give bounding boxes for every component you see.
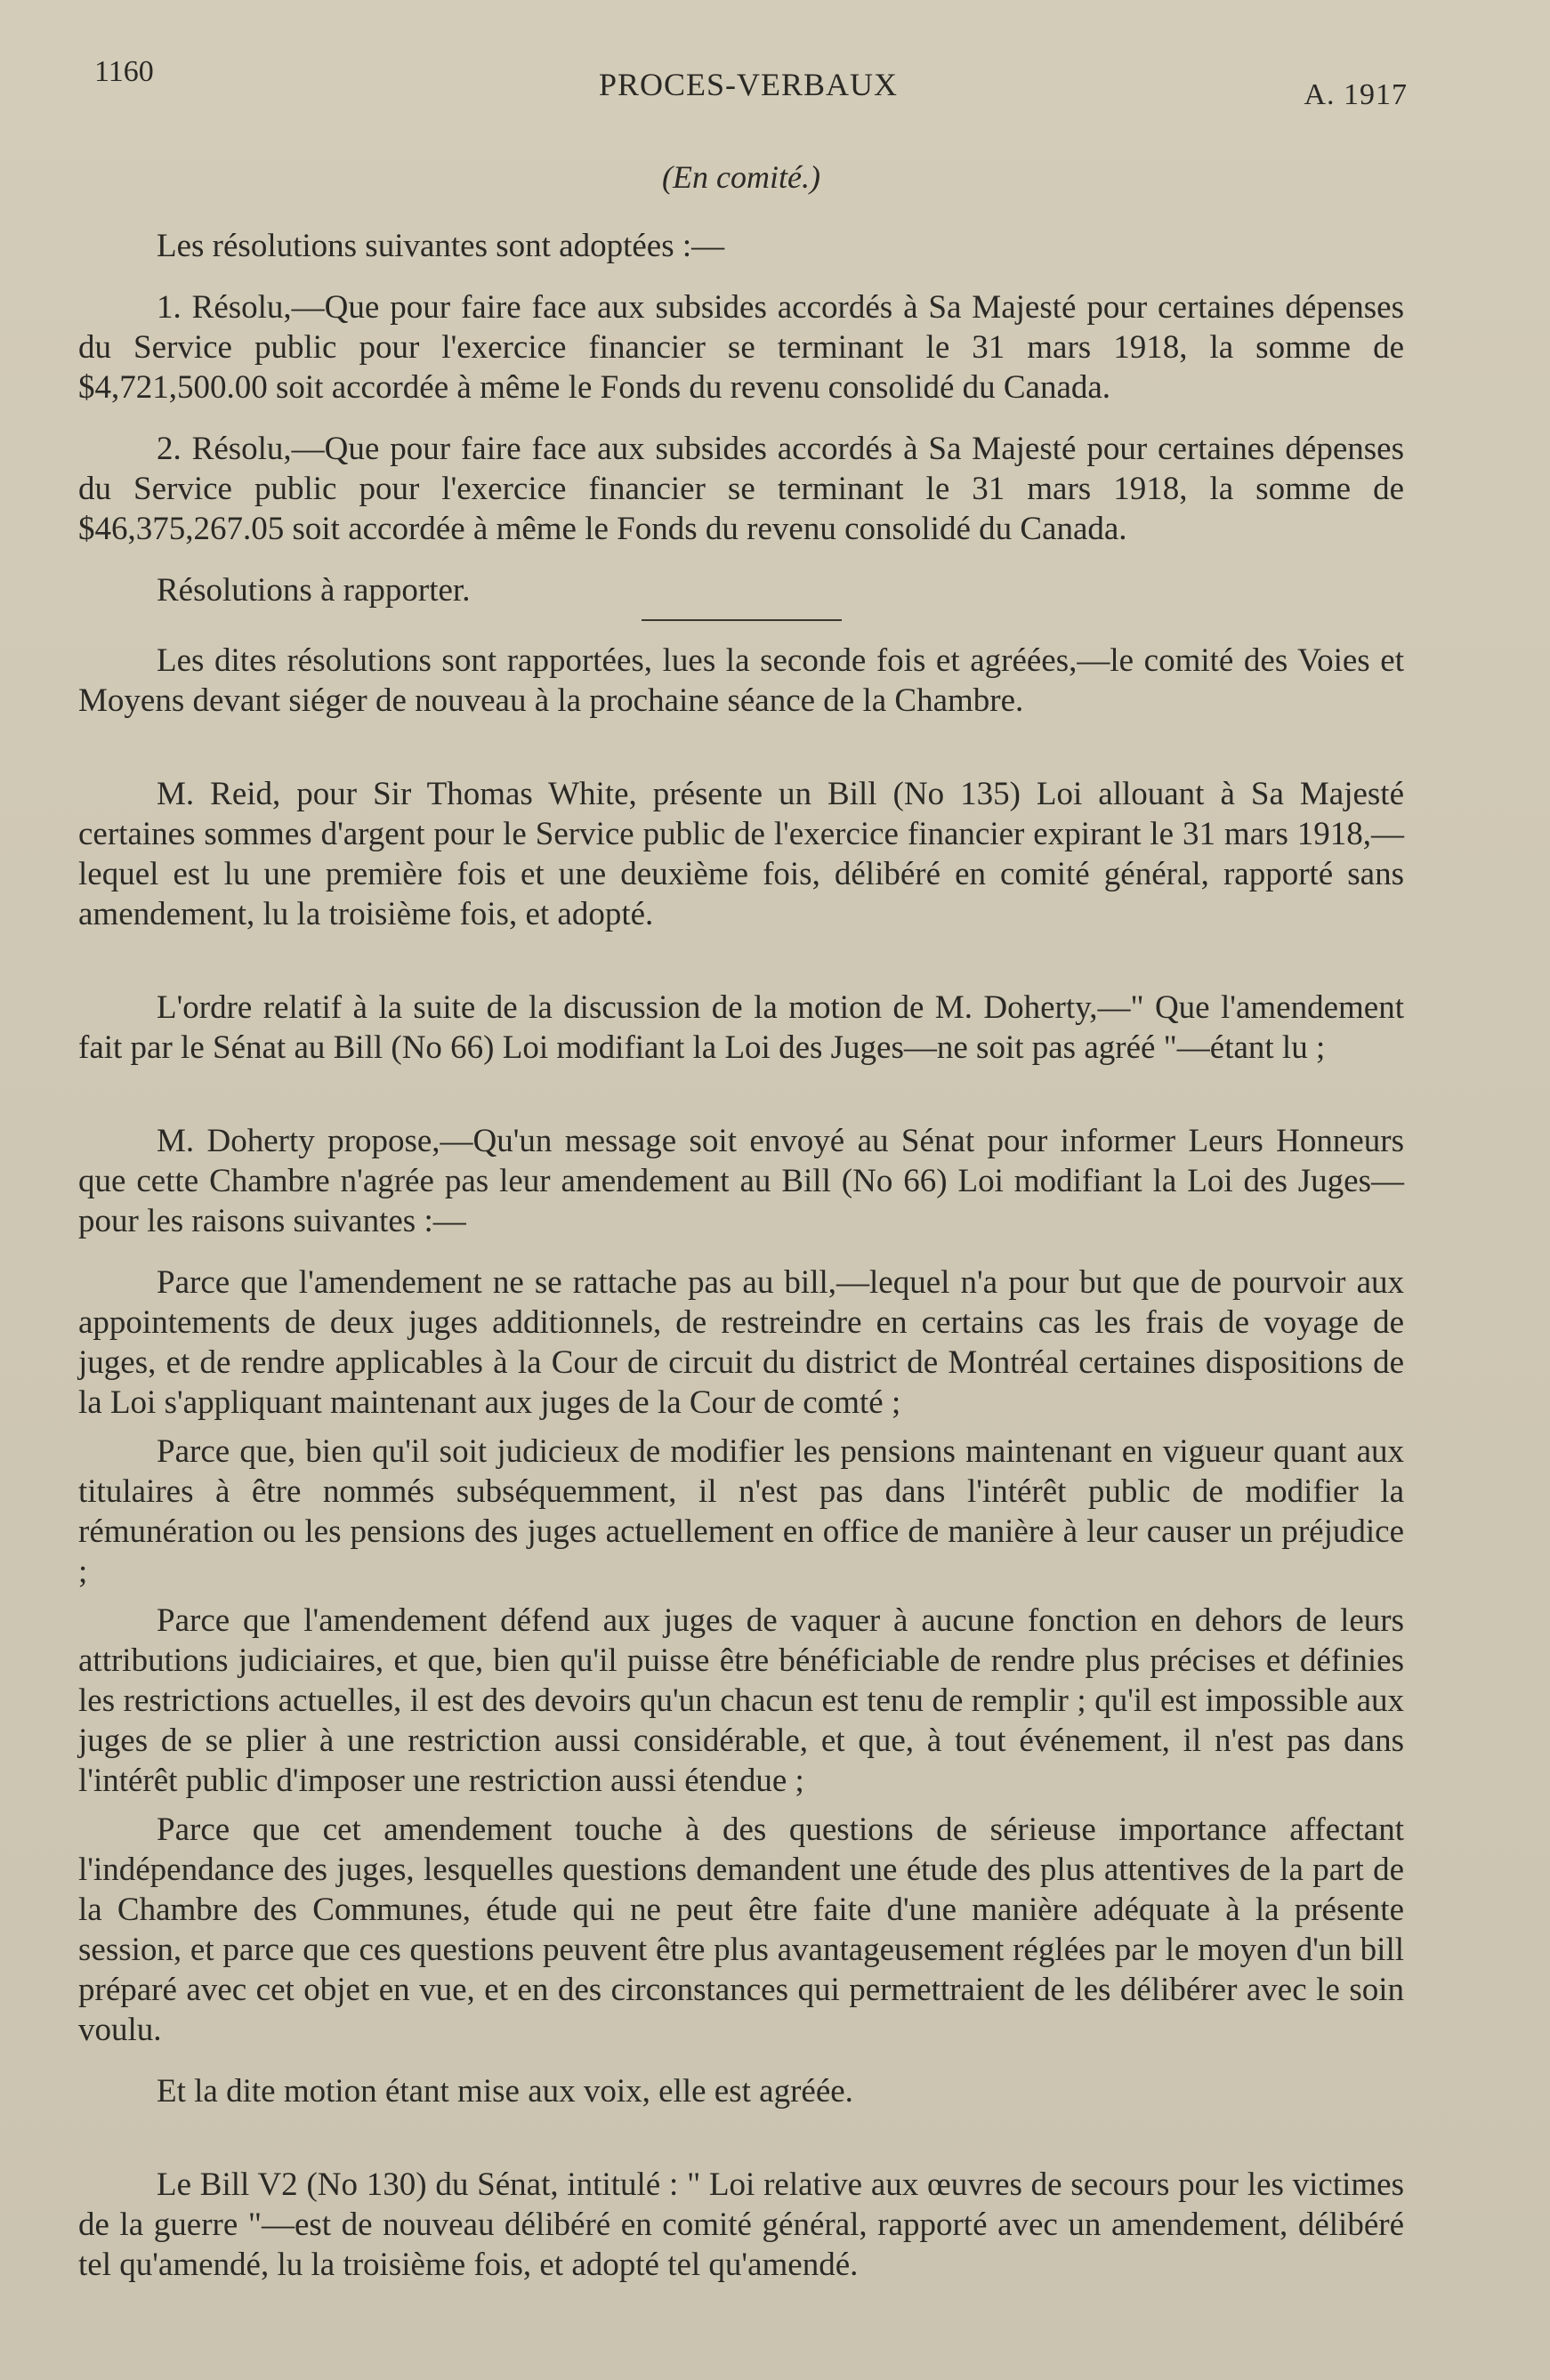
section-divider: [642, 619, 842, 621]
order-doherty-paragraph: L'ordre relatif à la suite de la discussion de la motion de M. Doherty,—" Que l'amendement fait par le Sénat au Bill (No 66) Loi modifiant la Loi des Juges—ne soit pas agréé "—étant lu ;: [78, 989, 1404, 1066]
session-year: A. 1917: [1304, 78, 1408, 111]
bill-135-paragraph: M. Reid, pour Sir Thomas White, présente un Bill (No 135) Loi allouant à Sa Majesté certaines sommes d'argent pour le Service public de l'exercice financier expirant le 31 mars 1918,—lequel est lu une première fois et une deuxième fois, délibéré en comité général, rapporté sans amendement, lu la troisième fois, et adopté.: [78, 776, 1404, 932]
page-number: 1160: [94, 55, 154, 88]
reason-3: Parce que l'amendement défend aux juges de vaquer à aucune fonction en dehors de leurs attributions judiciaires, et que, bien qu'il puisse être bénéficiable de rendre plus précises et définies les restrictions actuelles, il est des devoirs qu'un chacun est tenu de remplir ; qu'il est impossible aux juges de se plier à une restriction aussi considérable, et que, à tout événement, il n'est pas dans l'intérêt public d'imposer une restriction aussi étendue ;: [78, 1602, 1404, 1799]
resolutions-intro: Les résolutions suivantes sont adoptées :—: [157, 228, 725, 264]
resolution-2: 2. Résolu,—Que pour faire face aux subsides accordés à Sa Majesté pour certaines dépenses du Service public pour l'exercice financier se terminant le 31 mars 1918, la somme de $46,375,267.05 soit accordée à même le Fonds du revenu consolidé du Canada.: [78, 431, 1404, 547]
reason-4: Parce que cet amendement touche à des questions de sérieuse importance affectant l'indépendance des juges, lesquelles questions demandent une étude des plus attentives de la part de la Chambre des Communes, étude qui ne peut être faite d'une manière adéquate à la présente session, et parce que ces questions peuvent être plus avantageusement réglées par le moyen d'un bill préparé avec cet objet en vue, et en des circonstances qui permettraient de les délibérer avec le soin voulu.: [78, 1811, 1404, 2048]
resolutions-reported: Les dites résolutions sont rapportées, lues la seconde fois et agréées,—le comité des Voies et Moyens devant siéger de nouveau à la prochaine séance de la Chambre.: [78, 642, 1404, 719]
reason-2: Parce que, bien qu'il soit judicieux de modifier les pensions maintenant en vigueur quant aux titulaires à être nommés subséquemment, il n'est pas dans l'intérêt public de modifier la rémunération ou les pensions des juges actuellement en office de manière à leur causer un préjudice ;: [78, 1433, 1404, 1590]
to-report-line: Résolutions à rapporter.: [157, 572, 471, 609]
reason-1: Parce que l'amendement ne se rattache pas au bill,—lequel n'a pour but que de pourvoir aux appointements de deux juges additionnels, de restreindre en certains cas les frais de voyage de juges, et de rendre applicables à la Cour de circuit du district de Montréal certaines dispositions de la Loi s'appliquant maintenant aux juges de la Cour de comté ;: [78, 1264, 1404, 1421]
resolution-1: 1. Résolu,—Que pour faire face aux subsides accordés à Sa Majesté pour certaines dépenses du Service public pour l'exercice financier se terminant le 31 mars 1918, la somme de $4,721,500.00 soit accordée à même le Fonds du revenu consolidé du Canada.: [78, 289, 1404, 406]
doherty-proposes-paragraph: M. Doherty propose,—Qu'un message soit envoyé au Sénat pour informer Leurs Honneurs que cette Chambre n'agrée pas leur amendement au Bill (No 66) Loi modifiant la Loi des Juges—pour les raisons suivantes :—: [78, 1123, 1404, 1239]
running-title: PROCES-VERBAUX: [598, 67, 899, 102]
bill-v2-paragraph: Le Bill V2 (No 130) du Sénat, intitulé : " Loi relative aux œuvres de secours pour les victimes de la guerre "—est de nouveau délibéré en comité général, rapporté avec un amendement, délibéré tel qu'amendé, lu la troisième fois, et adopté tel qu'amendé.: [78, 2166, 1404, 2283]
page-body: [78, 158, 1404, 2306]
committee-heading: (En comité.): [662, 159, 820, 195]
page-header: [89, 55, 1408, 109]
motion-agreed: Et la dite motion étant mise aux voix, elle est agréée.: [157, 2073, 853, 2110]
